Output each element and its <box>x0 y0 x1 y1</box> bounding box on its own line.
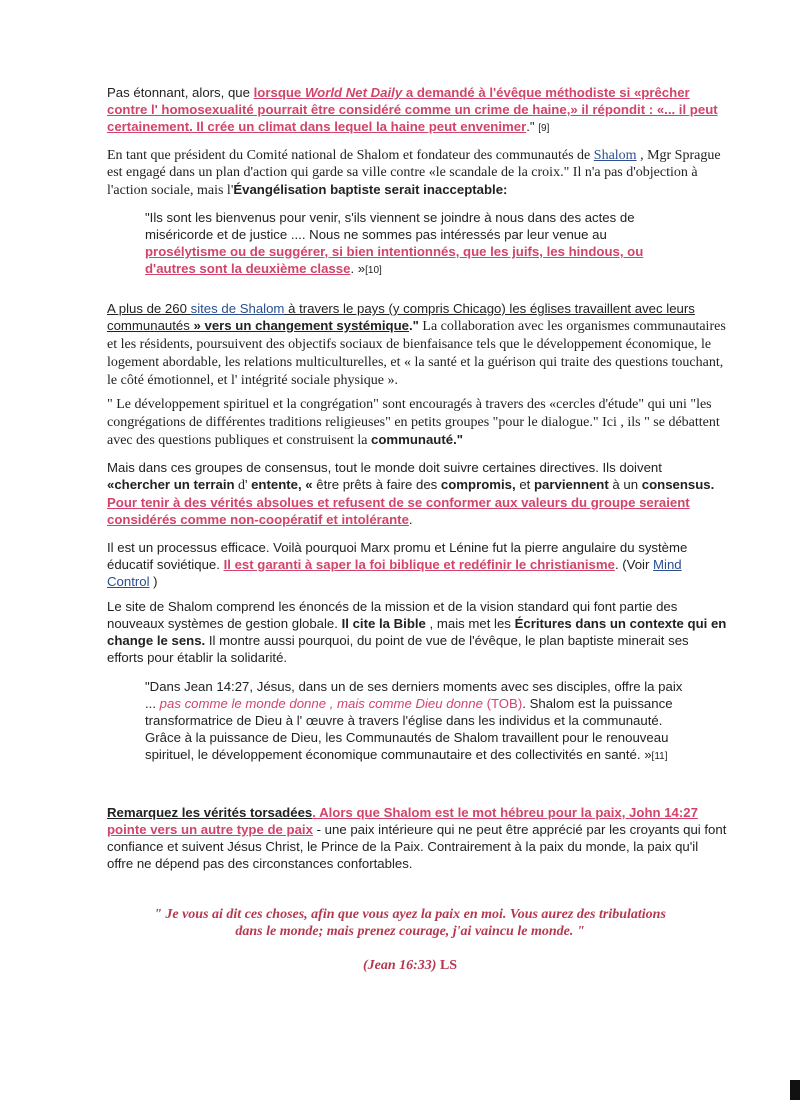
closing-verse: " Je vous ai dit ces choses, afin que vous ayez la paix en moi. Vous aurez des tribulations dans le monde; mais prenez courage, j'ai vaincu le monde. " <box>154 907 666 939</box>
bold-text: parviennent <box>534 477 609 492</box>
highlight-part: lorsque <box>253 85 305 100</box>
shalom-sites-link[interactable]: sites de Shalom <box>190 301 285 316</box>
quote-text: . » <box>350 261 366 276</box>
shalom-link[interactable]: Shalom <box>593 148 637 163</box>
underlined-part: à travers le pays (y compris Chicago) les églises travaillent avec leurs communautés <box>107 301 695 333</box>
highlighted-text: Il est garanti à saper la foi biblique et redéfinir le christianisme <box>223 557 615 572</box>
bold-text: Écritures dans un contexte qui en change le sens. <box>107 616 727 648</box>
bold-text: Il cite la Bible <box>341 616 426 631</box>
verse-citation <box>300 958 520 974</box>
paragraph-text: Pas étonnant, alors, que <box>107 85 254 100</box>
underlined-part: A plus de 260 <box>107 301 191 316</box>
highlighted-italic-text: pas comme le monde donne , mais comme Dieu donne <box>159 696 483 711</box>
quote-text: "Ils sont les bienvenus pour venir, s'ils viennent se joindre à nous dans des actes de miséricorde et de justice .... Nous ne sommes pas intéressés par leur venue au <box>145 210 635 242</box>
bold-text: consensus. <box>641 477 715 492</box>
paragraph-text: , Mgr Sprague est engagé dans un plan d'action qui garde sa ville contre «le scandale de la croix." Il n'a pas d'objection à l'action sociale, mais l' <box>107 148 721 198</box>
paragraph-text: Il montre aussi pourquoi, du point de vue de l'évêque, le plan baptiste minerait ses efforts pour établir la solidarité. <box>107 633 689 665</box>
footnote-ref[interactable]: [11] <box>651 751 668 762</box>
paragraph-shalom-site-mission <box>107 598 727 666</box>
highlighted-text: (TOB) <box>482 696 523 711</box>
paragraph-text: , mais met les <box>425 616 515 631</box>
highlighted-text: prosélytisme ou de suggérer, si bien intentionnés, que les juifs, les hindous, ou d'autres sont la deuxième classe <box>145 244 644 276</box>
citation-version: LS <box>436 958 458 973</box>
bold-text: Évangélisation baptiste serait inacceptable: <box>233 182 508 197</box>
bold-underlined-text: Remarquez les vérités torsadées <box>107 805 313 820</box>
bold-text: terrain <box>193 477 235 492</box>
paragraph-shalom-sites <box>107 300 727 389</box>
bold-text: «chercher un <box>107 477 194 492</box>
paragraph-marx-lenin <box>107 539 727 590</box>
paragraph-text: à un <box>608 477 642 492</box>
paragraph-bishop-quote <box>107 84 727 137</box>
highlight-part: a demandé à l'évêque méthodiste si «prêcher contre l' homosexualité pourrait être considéré comme un crime de haine,» il répondit : «... il peut certainement. Il crée un climat dans lequel la haine peut envenimer <box>107 85 718 134</box>
quote-text: . Shalom est la puissance transformatrice de Dieu à l' œuvre à travers l'église dans les individus et la communauté. Grâce à la puissance de Dieu, les Communautés de Shalom travaillent pour le renouveau spirituel, le développement économique communautaire et des collectivités en santé. » <box>145 696 673 762</box>
bold-text: compromis, <box>440 477 516 492</box>
bold-text: ." <box>408 318 419 333</box>
scan-edge-mark <box>790 1080 800 1100</box>
bold-underlined-text: » vers un changement systémique <box>193 318 409 333</box>
paragraph-text: La collaboration avec les organismes communautaires et les résidents, poursuivent des objectifs sociaux de bienfaisance tels que le développement économique, le logement abordable, les relations multiculturelles, et « la santé et la guérison qui traite des questions touchant, le côté émotionnel, et l' intégrité sociale physique ». <box>107 319 726 388</box>
paragraph-spiritual-development <box>107 395 727 449</box>
paragraph-text: - une paix intérieure qui ne peut être apprécié par les croyants qui font confiance et suivent Jésus Christ, le Prince de la Paix. Contrairement à la paix du monde, la paix qu'il offre ne dépend pas des circonstances confortables. <box>107 822 727 871</box>
mind-control-link[interactable]: Mind Control <box>107 557 682 589</box>
paragraph-shalom-committee <box>107 147 727 199</box>
blockquote-bishop <box>145 209 685 279</box>
paragraph-text: Le site de Shalom comprend les énoncés de la mission et de la vision standard qui font partie des nouveaux systèmes de gestion globale. <box>107 599 678 631</box>
paragraph-text: En tant que président du Comité national de Shalom et fondateur des communautés de <box>107 148 594 163</box>
bold-text: communauté." <box>371 432 463 447</box>
paragraph-text: " Le développement spirituel et la congrégation" sont encouragés à travers des «cercles d'étude" qui uni "les congrégations de différentes traditions religieuses" en petits groupes "pour le dialogue." Ici , ils " se débattent avec des questions publiques et construisent la <box>107 397 720 448</box>
quote-text: "Dans Jean 14:27, Jésus, dans un de ses derniers moments avec ses disciples, offre la paix ... <box>145 679 683 711</box>
blockquote-john-14-27 <box>145 678 685 765</box>
paragraph-text: Il est un processus efficace. Voilà pourquoi Marx promu et Lénine fut la pierre angulaire du système éducatif soviétique. <box>107 540 688 572</box>
paragraph-text: . (Voir <box>614 557 654 572</box>
paragraph-text: . <box>408 512 413 527</box>
paragraph-text: ) <box>149 574 158 589</box>
citation-reference: (Jean 16:33) <box>362 958 437 973</box>
highlighted-text: . Alors que Shalom est le mot hébreu pour la paix, John 14:27 pointe vers un autre type de paix <box>107 805 698 837</box>
bold-text: entente, « <box>251 477 313 492</box>
paragraph-text: ." <box>526 119 539 134</box>
footnote-ref[interactable]: [10] <box>365 265 382 276</box>
footnote-ref[interactable]: [9] <box>538 123 550 134</box>
highlighted-text: Pour tenir à des vérités absolues et refusent de se conformer aux valeurs du groupe seraient considérés comme non-coopératif et intolérante <box>107 495 690 527</box>
paragraph-text: être prêts à faire des <box>312 477 441 492</box>
paragraph-text: Mais dans ces groupes de consensus, tout le monde doit suivre certaines directives. Ils doivent <box>107 460 662 475</box>
paragraph-twisted-truths <box>107 804 727 872</box>
highlight-source-name: World Net Daily <box>304 85 403 100</box>
paragraph-consensus-groups <box>107 459 727 528</box>
paragraph-text: d' <box>234 478 252 493</box>
paragraph-text: et <box>515 477 534 492</box>
